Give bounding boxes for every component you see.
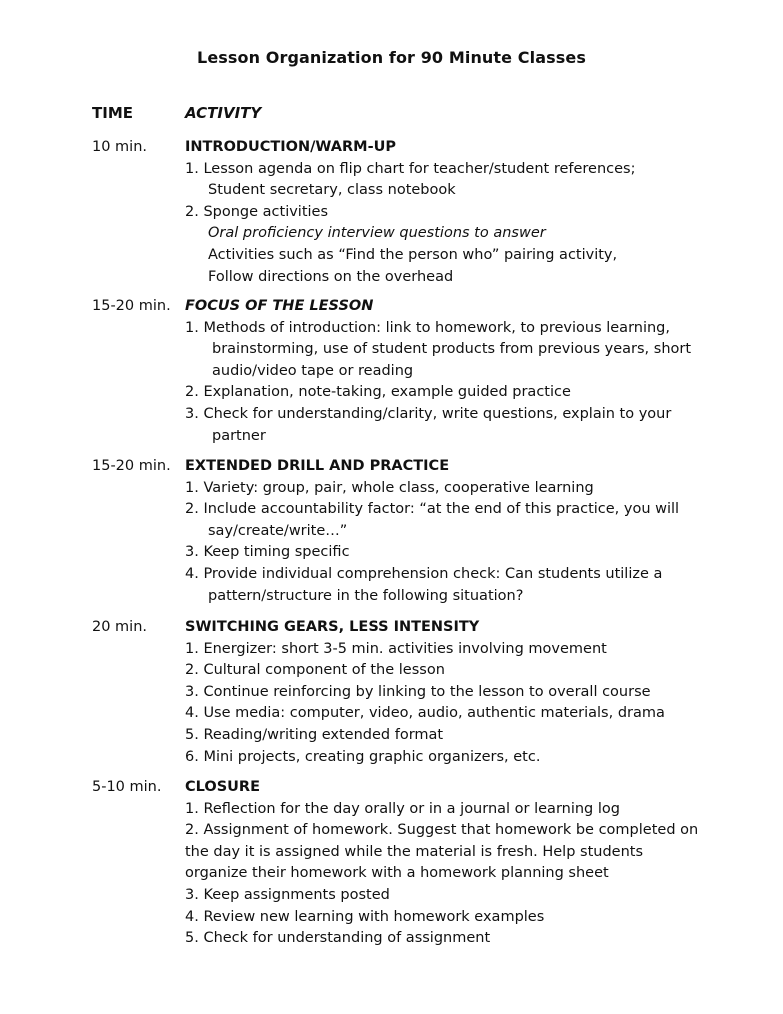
section-heading: EXTENDED DRILL AND PRACTICE	[185, 458, 450, 474]
section-time: 10 min.	[92, 139, 148, 155]
list-item: 2. Sponge activities	[185, 203, 329, 220]
list-item: 1. Variety: group, pair, whole class, cooperative learning	[185, 479, 594, 496]
list-item: 1. Reflection for the day orally or in a journal or learning log	[185, 800, 620, 817]
section-time: 5-10 min.	[92, 779, 162, 795]
section-heading: INTRODUCTION/WARM-UP	[185, 139, 396, 155]
section-time: 15-20 min.	[92, 298, 171, 314]
list-item: 1. Methods of introduction: link to homework, to previous learning,	[185, 319, 670, 336]
list-item-continuation: Student secretary, class notebook	[208, 182, 456, 199]
list-item: 4. Provide individual comprehension check: Can students utilize a	[185, 565, 663, 582]
list-item: 5. Check for understanding of assignment	[185, 930, 491, 947]
list-item-continuation: say/create/write…”	[208, 522, 348, 539]
list-item: 3. Continue reinforcing by linking to the lesson to overall course	[185, 683, 651, 700]
list-item-continuation: pattern/structure in the following situation?	[208, 587, 524, 604]
document-title: Lesson Organization for 90 Minute Classes	[197, 48, 586, 67]
list-item-continuation: audio/video tape or reading	[212, 362, 414, 379]
list-item-continuation: Oral proficiency interview questions to answer	[208, 225, 546, 242]
section-body	[185, 617, 695, 768]
section-time: 20 min.	[92, 619, 148, 635]
list-item: 3. Keep assignments posted	[185, 886, 390, 903]
list-item-continuation: Follow directions on the overhead	[208, 268, 454, 285]
list-item-continuation: the day it is assigned while the material is fresh. Help students	[185, 843, 643, 860]
list-item: 1. Lesson agenda on flip chart for teacher/student references;	[185, 160, 636, 177]
list-item: 2. Include accountability factor: “at the end of this practice, you will	[185, 501, 680, 518]
list-item: 1. Energizer: short 3-5 min. activities involving movement	[185, 640, 607, 657]
list-item: 6. Mini projects, creating graphic organizers, etc.	[185, 748, 541, 765]
list-item-continuation: Activities such as “Find the person who” pairing activity,	[208, 246, 618, 263]
section-time: 15-20 min.	[92, 458, 171, 474]
section-body	[185, 296, 695, 447]
list-item: 2. Assignment of homework. Suggest that homework be completed on	[185, 822, 699, 839]
list-item-continuation: organize their homework with a homework planning sheet	[185, 865, 609, 882]
section-body	[185, 777, 699, 950]
column-header-activity: ACTIVITY	[185, 104, 262, 122]
section-body	[185, 137, 695, 288]
section-heading: SWITCHING GEARS, LESS INTENSITY	[185, 619, 480, 635]
list-item: 4. Use media: computer, video, audio, authentic materials, drama	[185, 705, 665, 722]
column-header-time: TIME	[92, 104, 133, 122]
list-item: 4. Review new learning with homework examples	[185, 908, 545, 925]
section-heading: CLOSURE	[185, 779, 260, 795]
list-item: 2. Explanation, note-taking, example guided practice	[185, 384, 571, 401]
section-body	[185, 456, 695, 607]
list-item-continuation: partner	[212, 427, 266, 444]
list-item: 5. Reading/writing extended format	[185, 726, 444, 743]
list-item: 3. Keep timing specific	[185, 544, 350, 561]
list-item: 3. Check for understanding/clarity, write questions, explain to your	[185, 405, 672, 422]
section-heading: FOCUS OF THE LESSON	[185, 298, 374, 314]
list-item: 2. Cultural component of the lesson	[185, 662, 445, 679]
list-item-continuation: brainstorming, use of student products from previous years, short	[212, 341, 692, 358]
